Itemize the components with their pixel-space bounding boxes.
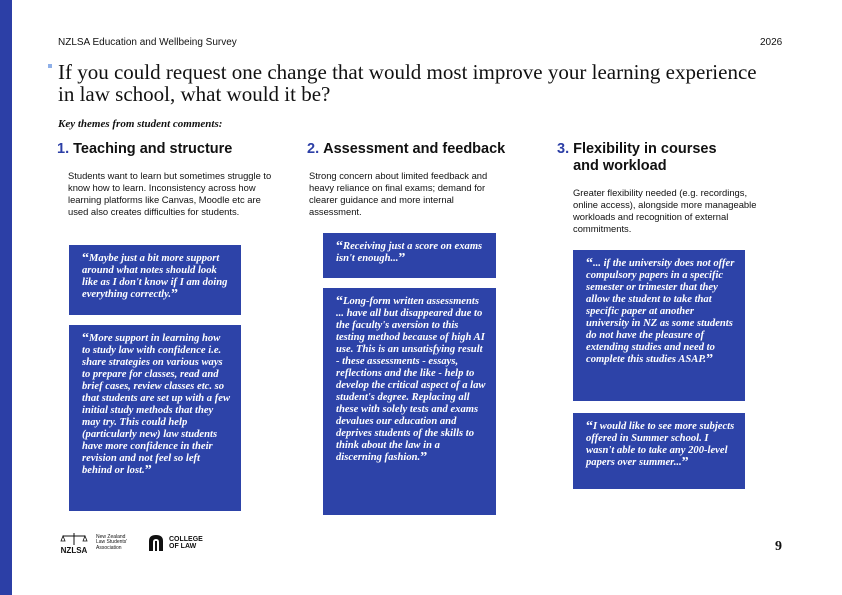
nzlsa-logo-text: NZLSA: [60, 546, 88, 554]
quote-box: [323, 288, 496, 515]
theme-title: Flexibility in courses and workload: [573, 141, 717, 174]
theme-heading: [557, 141, 747, 175]
quote-box: [69, 245, 241, 315]
close-quote-icon: ”: [681, 455, 689, 470]
survey-year: 2026: [760, 37, 783, 48]
theme-column-flexibility: [557, 141, 757, 235]
theme-title: Teaching and structure: [73, 141, 233, 157]
theme-number: 2.: [307, 141, 320, 157]
left-accent-bar: [0, 0, 12, 595]
college-of-law-name: COLLEGE OF LAW: [169, 536, 203, 550]
quote-text: Maybe just a bit more support around what notes should look like as I don't know if I am doing everything correctly.: [82, 253, 228, 300]
quote-box: [69, 325, 241, 511]
close-quote-icon: ”: [171, 287, 179, 302]
quote-text: Long-form written assessments ... have all but disappeared due to the faculty's aversion to this testing method because of high AI use. This is an unsatisfying result - these assessments - essays, reflections and the like - help to develop the critical aspect of a law student's degree. Replacing all these with solely tests and exams devalues our education and deprives students of the skills to think about the law in a discerning fashion.: [336, 296, 486, 463]
survey-name: NZLSA Education and Wellbeing Survey: [58, 37, 237, 48]
quote-text: Receiving just a score on exams isn't enough...: [336, 241, 483, 264]
page-title: If you could request one change that would most improve your learning experience in law school, what would it be?: [58, 60, 757, 106]
open-quote-icon: “: [586, 256, 593, 271]
close-quote-icon: ”: [420, 450, 428, 465]
open-quote-icon: “: [586, 419, 593, 434]
theme-number: 1.: [57, 141, 70, 157]
quote-text: I would like to see more subjects offered in Summer school. I wasn't able to take any 200-level papers over summer...: [586, 421, 735, 468]
close-quote-icon: ”: [144, 463, 152, 478]
theme-column-teaching: [57, 141, 272, 218]
close-quote-icon: ”: [706, 352, 714, 367]
theme-heading: [57, 141, 272, 158]
title-marker: [48, 64, 52, 68]
theme-description: Strong concern about limited feedback and heavy reliance on final exams; demand for clearer guidance and more internal assessment.: [309, 170, 488, 217]
theme-description: Students want to learn but sometimes struggle to know how to learn. Inconsistency across how learning platforms like Canvas, Moodle etc are used also creates difficulties for students.: [68, 170, 272, 217]
theme-description: Greater flexibility needed (e.g. recordings, online access), alongside more manageable workloads and recognition of external commitments.: [573, 187, 757, 234]
open-quote-icon: “: [82, 331, 89, 346]
theme-title: Assessment and feedback: [323, 141, 506, 157]
theme-number: 3.: [557, 141, 570, 157]
page-subtitle: Key themes from student comments:: [58, 118, 223, 130]
college-of-law-logo-icon: [146, 533, 166, 553]
page-number: 9: [775, 539, 782, 554]
quote-box: [573, 413, 745, 489]
nzlsa-logo-icon: [58, 532, 90, 554]
quote-text: More support in learning how to study law with confidence i.e. share strategies on various ways to prepare for classes, read and brief cases, review classes etc. so that students are set up with a few initial study methods that they may try. This could help (particularly new) law students have more confidence in their revision and not feel so left behind or lost.: [82, 333, 231, 476]
quote-box: [573, 250, 745, 401]
open-quote-icon: “: [82, 251, 89, 266]
theme-column-assessment: [307, 141, 527, 218]
theme-heading: [307, 141, 527, 158]
close-quote-icon: ”: [398, 251, 406, 266]
open-quote-icon: “: [336, 294, 343, 309]
quote-box: [323, 233, 496, 278]
quote-text: ... if the university does not offer compulsory papers in a specific semester or trimester that they allow the student to take that specific paper at another university in NZ as some students do not have the pleasure of extending studies and need to complete this studies ASAP.: [586, 258, 735, 365]
footer-logos: [58, 530, 209, 556]
nzlsa-name: New Zealand Law Students' Association: [96, 533, 128, 551]
open-quote-icon: “: [336, 239, 343, 254]
